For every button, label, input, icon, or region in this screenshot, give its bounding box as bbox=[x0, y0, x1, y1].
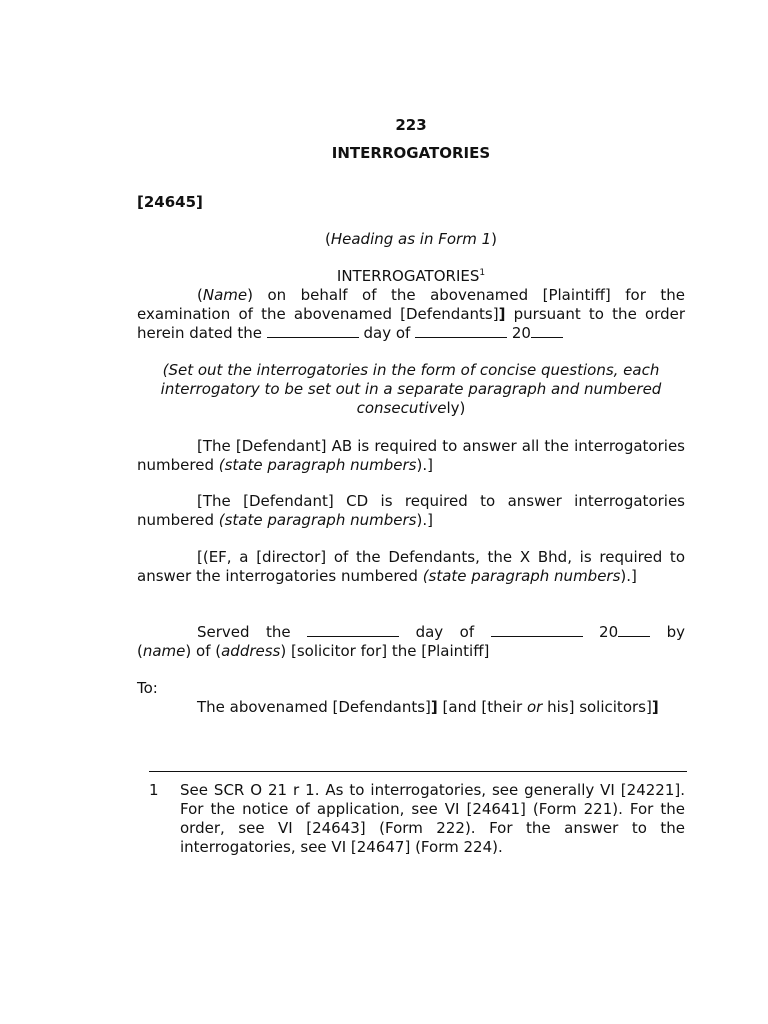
blank-line bbox=[415, 325, 507, 338]
footnote-marker: 1 bbox=[479, 268, 486, 278]
to-label: To: bbox=[137, 679, 158, 697]
interrogatories-subtitle: INTERROGATORIES$^1$ bbox=[336, 267, 486, 285]
blank-line bbox=[531, 325, 563, 338]
served-line-2: (name) of (address) [solicitor for] the [Plaintiff] bbox=[137, 642, 490, 660]
heading-note-italic: Heading as in Form 1 bbox=[330, 230, 492, 248]
blank-line bbox=[307, 624, 399, 637]
served-line: Served the day of 20 by bbox=[197, 623, 686, 641]
heading-note: (Heading as in Form 1) bbox=[324, 230, 498, 248]
paragraph-defendant-cd: [The [Defendant] CD is required to answer interrogatories numbered (state paragraph numbers).] bbox=[137, 492, 685, 529]
blank-line bbox=[491, 624, 583, 637]
blank-line bbox=[267, 325, 359, 338]
blank-line bbox=[618, 624, 650, 637]
addressee-paragraph: The abovenamed [Defendants]] [and [their or his] solicitors]] bbox=[197, 698, 659, 716]
intro-paragraph: (Name) on behalf of the abovenamed [Plaintiff] for the examination of the abovenamed [Defendants]] pursuant to the order herein dated the day of 20 bbox=[137, 286, 685, 342]
footnote-text: See SCR O 21 r 1. As to interrogatories, see generally VI [24221]. For the notice of application, see VI [24641] (Form 221). For the order, see VI [24643] (Form 222). For the answer to the interrogatories, see VI [24647] (Form 224). bbox=[180, 781, 685, 856]
instruction-paragraph: (Set out the interrogatories in the form of concise questions, each interrogatory to be set out in a separate paragraph and numbered consecutively) bbox=[160, 361, 662, 417]
form-title: INTERROGATORIES bbox=[331, 144, 491, 162]
footnote-separator bbox=[149, 771, 687, 772]
form-number: 223 bbox=[395, 116, 427, 134]
footnote-number: 1 bbox=[149, 781, 159, 799]
paragraph-director-ef: [(EF, a [director] of the Defendants, the X Bhd, is required to answer the interrogatories numbered (state paragraph numbers).] bbox=[137, 548, 685, 585]
form-reference: [24645] bbox=[137, 193, 203, 211]
paragraph-defendant-ab: [The [Defendant] AB is required to answer all the interrogatories numbered (state paragraph numbers).] bbox=[137, 437, 685, 474]
